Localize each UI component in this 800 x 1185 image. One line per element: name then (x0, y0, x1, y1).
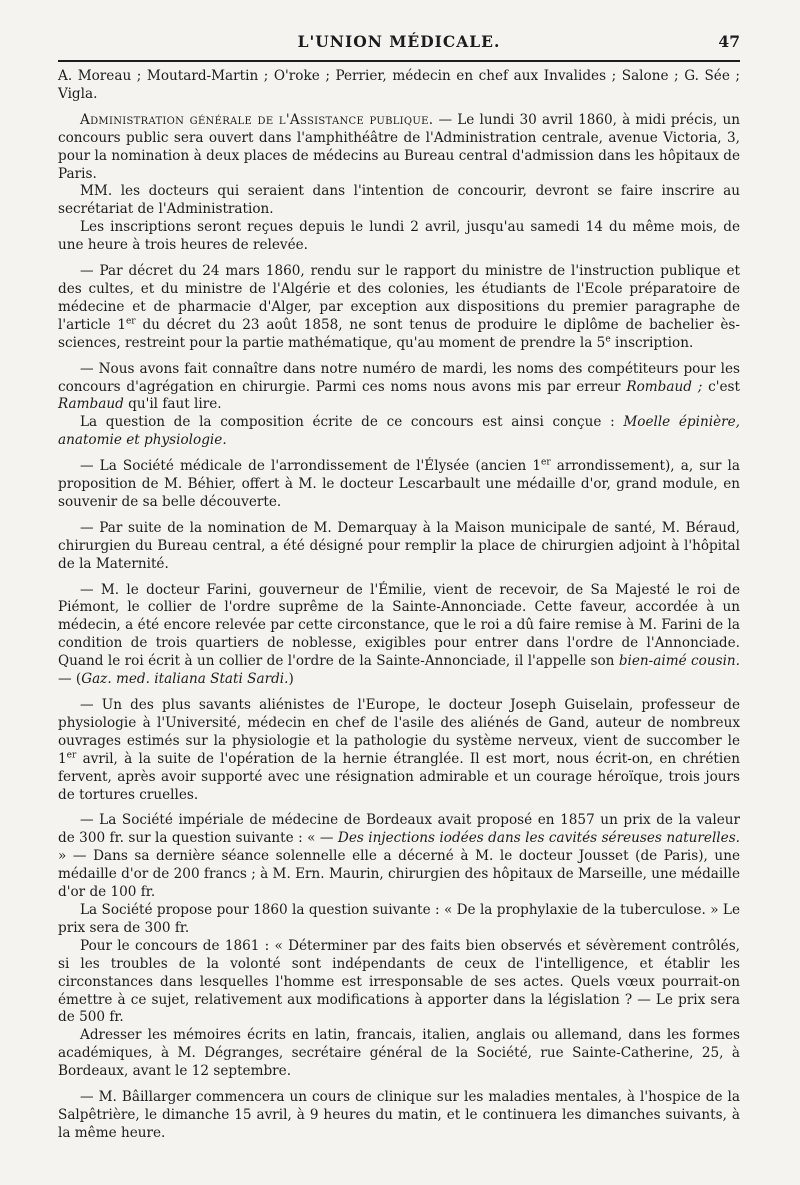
paragraph-text: Pour le concours de 1861 : « Déterminer par des faits bien observés et sévèrement contrôlés, si les troubles de la volonté sont indépendants de ceux de l'intelligence, et établir les circonstances dans lesquelles l'homme est irresponsable de ses actes. Quels vœux pourrait-on émettre à ce sujet, relativement aux modifications à apporter dans la législation ? — Le prix sera de 500 fr. (58, 937, 740, 1026)
paragraph-text: A. Moreau ; Moutard-Martin ; O'roke ; Perrier, médecin en chef aux Invalides ; Salone ; G. Sée ; Vigla. (58, 68, 740, 102)
paragraph-text: — ( (58, 671, 82, 688)
paragraph-text: — La Société impériale de médecine de Bordeaux avait proposé en 1857 un prix de la valeur de 300 fr. sur la question suivante : « — (58, 812, 740, 847)
paragraph-demarquay (58, 520, 740, 574)
paragraph-question (58, 414, 740, 450)
paragraph-text: avril, à la suite de l'opération de la hernie étranglée. Il est mort, nous écrit-on, en chrétien fervent, après avoir supporté avec une résignation admirable et un courage héroïque, trois jours de tortures cruelles. (58, 750, 740, 803)
paragraph-text: qu'il faut lire. (123, 396, 222, 413)
paragraph-decret-alger (58, 263, 740, 353)
paragraph-guiselain (58, 697, 740, 804)
paragraph-text: — Par suite de la nomination de M. Demarquay à la Maison municipale de santé, M. Béraud, chirurgien du Bureau central, a été désigné pour remplir la place de chirurgien adjoint à l'hôpital de la Maternité. (58, 519, 740, 572)
paragraph-text: MM. les docteurs qui seraient dans l'intention de concourir, devront se faire inscrire au secrétariat de l'Administration. (58, 183, 740, 218)
paragraph-text: — Un des plus savants aliénistes de l'Europe, le docteur Joseph Guiselain, professeur de physiologie à l'Université, médecin en chef de l'asile des aliénés de Gand, auteur de nombreux ouvrages estimés sur la physiologie et la pathologie du système nerveux, vient de succomber le 1 (58, 697, 740, 767)
running-header (58, 30, 740, 60)
italic-text: Des injections iodées dans les cavités séreuses naturelles. (337, 830, 740, 847)
paragraph-societe-elysee (58, 458, 740, 512)
italic-text: Moelle épinière, anatomie et physiologie. (58, 414, 740, 449)
paragraph-erratum (58, 361, 740, 415)
superscript: er (541, 457, 551, 468)
paragraph-adresser (58, 1027, 740, 1081)
paragraph-concours-1861 (58, 938, 740, 1028)
paragraph-text: du décret du 23 août 1858, ne sont tenus de produire le diplôme de bachelier ès-sciences, restreint pour la partie mathématique, qu'au moment de prendre la 5 (58, 316, 740, 351)
paragraph-farini (58, 582, 740, 689)
paragraph-text: Les inscriptions seront reçues depuis le lundi 2 avril, jusqu'au samedi 14 du même mois, de une heure à trois heures de relevée. (58, 219, 740, 254)
paragraph-inscription (58, 183, 740, 219)
paragraph-jury-names (58, 68, 740, 104)
page (58, 30, 740, 1143)
paragraph-assistance-publique (58, 112, 740, 184)
paragraph-text: — M. Bâillarger commencera un cours de clinique sur les maladies mentales, à l'hospice de la Salpêtrière, le dimanche 15 avril, à 9 heures du matin, et le continuera les dimanches suivants, à la même heure. (58, 1089, 740, 1141)
paragraph-text: » — Dans sa dernière séance solennelle elle a décerné à M. le docteur Jousset (de Paris), une médaille d'or de 200 francs ; à M. Ern. Maurin, chirurgien des hôpitaux de Marseille, une médaille d'or de 100 fr. (58, 848, 740, 901)
paragraph-text: inscription. (610, 334, 694, 351)
italic-text: Rambaud (58, 396, 124, 413)
superscript: er (125, 316, 136, 327)
paragraph-text: La Société propose pour 1860 la question suivante : « De la prophylaxie de la tuberculose. » Le prix sera de 300 fr. (58, 901, 740, 936)
paragraph-bordeaux-prix (58, 812, 740, 902)
paragraph-text: — M. le docteur Farini, gouverneur de l'Émilie, vient de recevoir, de Sa Majesté le roi de Piémont, le collier de l'ordre suprême de la Sainte-Annonciade. Cette faveur, accordée à un médecin, a été encore relevée par cette circonstance, que le roi a dû faire remise à M. Farini de la condition de trois quartiers de noblesse, exigibles pour entrer dans l'ordre de l'Annonciade. Quand le roi écrit à un collier de l'ordre de la Sainte-Annonciade, il l'appelle son (58, 581, 740, 670)
paragraph-baillarger (58, 1089, 740, 1143)
page-number: 47 (718, 32, 740, 51)
paragraph-text: — Nous avons fait connaître dans notre numéro de mardi, les noms des compétiteurs pour les concours d'agrégation en chirurgie. Parmi ces noms nous avons mis par erreur (58, 360, 740, 395)
paragraph-inscription-dates (58, 219, 740, 255)
italic-text: Gaz. med. italiana Stati Sardi. (81, 671, 289, 688)
paragraph-lead: Administration générale de l'Assistance publique. (80, 111, 434, 128)
superscript: e (605, 334, 611, 345)
italic-text: Rombaud ; (626, 378, 703, 395)
paragraph-prophylaxie (58, 902, 740, 938)
paragraph-text: Adresser les mémoires écrits en latin, francais, italien, anglais ou allemand, dans les formes académiques, à M. Dégranges, secrétaire général de la Société, rue Sainte-Catherine, 25, à Bordeaux, avant le 12 septembre. (58, 1027, 740, 1080)
paragraph-text: — La Société médicale de l'arrondissement de l'Élysée (ancien 1 (80, 458, 542, 475)
paragraph-text: c'est (702, 378, 740, 395)
paragraph-text: La question de la composition écrite de ce concours est ainsi conçue : (80, 414, 624, 431)
paragraph-text: arrondissement), a, sur la proposition de M. Béhier, offert à M. le docteur Lescarbault une médaille d'or, grand module, en souvenir de sa belle découverte. (58, 458, 740, 510)
paragraph-text: — Par décret du 24 mars 1860, rendu sur le rapport du ministre de l'instruction publique et des cultes, et du ministre de l'Algérie et des colonies, les étudiants de l'Ecole préparatoire de médecine et de pharmacie d'Alger, par exception aux dispositions du premier paragraphe de l'article 1 (58, 263, 740, 333)
journal-title: L'UNION MÉDICALE. (297, 32, 501, 51)
superscript: er (66, 750, 77, 761)
paragraph-text: — Le lundi 30 avril 1860, à midi précis, un concours public sera ouvert dans l'amphithéâtre de l'Administration centrale, avenue Victoria, 3, pour la nomination à deux places de médecins au Bureau central d'admission dans les hôpitaux de Paris. (58, 111, 740, 182)
paragraph-text: ) (288, 671, 294, 688)
header-rule (58, 60, 740, 62)
italic-text: bien-aimé cousin. (618, 653, 740, 670)
